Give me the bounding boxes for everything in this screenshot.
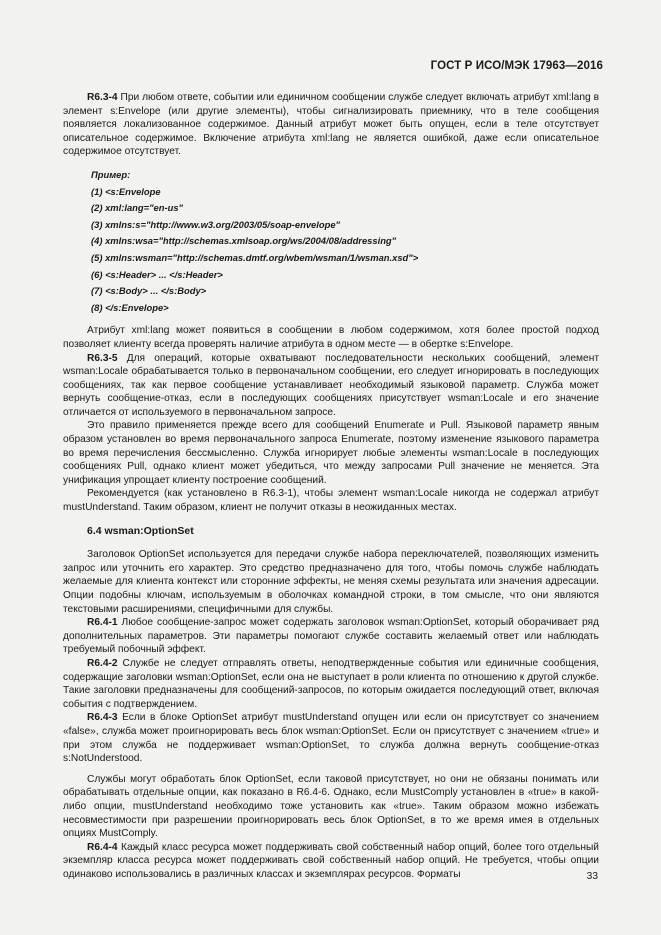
rule-id: R6.3-5	[87, 352, 118, 364]
rule-id: R6.4-3	[87, 712, 118, 724]
paragraph: Это правило применяется прежде всего для сообщений Enumerate и Pull. Языковой параметр явным образом установлен во время первоначального запроса Enumerate, поэтому изменение языкового параметра во время перечисления бессмысленно. Служба игнорирует любые элементы wsman:Locale в последующих сообщениях Pull, однако клиент может убедиться, что между запросами Pull значение не меняется. Эта унификация упрощает клиенту построение сообщений.	[63, 420, 599, 486]
example-line: (4) xmlns:wsa="http://schemas.xmlsoap.org/ws/2004/08/addressing"	[91, 235, 397, 247]
paragraph-r6-3-4	[63, 91, 599, 159]
page-number: 33	[586, 871, 598, 882]
example-line: (6) <s:Header> ... </s:Header>	[91, 268, 223, 280]
example-label: Пример:	[91, 168, 131, 180]
section-title: 6.4 wsman:OptionSet	[87, 524, 194, 537]
paragraph-text: Каждый класс ресурса может поддерживать свой собственный набор опций, более того отдельный экземпляр класса ресурса может поддерживать свой собственный набор опций. Не требуется, чтобы опции одинаково использовались в различных классах и экземплярах ресурсов. Форматы	[63, 841, 599, 880]
rule-id: R6.4-2	[87, 657, 118, 669]
document-header: ГОСТ Р ИСО/МЭК 17963—2016	[430, 60, 603, 72]
code-example	[63, 167, 599, 316]
paragraph: Заголовок OptionSet используется для передачи службе набора переключателей, позволяющих изменить запрос или уточнить его характер. Это средство предназначено для того, чтобы помочь службе наблюдать желаемые для клиента контекст или сторонние эффекты, не меняя схемы результата или значения адресации. Опции подобны ключам, используемым в оболочках командной строки, в том смысле, что они являются текстовыми расширениями, специфичными для службы.	[63, 549, 599, 615]
paragraph-r6-3-5	[63, 352, 599, 420]
paragraph-text: Для операций, которые охватывают последовательности нескольких сообщений, элемент wsman:Locale обрабатывается только в первоначальном сообщении, его следует игнорировать в последующих сообщениях, так как первое сообщение устанавливает необходимый языковой параметр. Служба может вернуть сообщение-отказ, если в последующих сообщениях присутствует wsman:Locale и его значение отличается от используемого в первоначальном запросе.	[63, 352, 599, 418]
example-line: (2) xml:lang="en-us"	[91, 202, 183, 214]
example-line: (3) xmlns:s="http://www.w3.org/2003/05/soap-envelope"	[91, 218, 340, 230]
paragraph-text: Любое сообщение-запрос может содержать заголовок wsman:OptionSet, который оборачивает ряд дополнительных параметров. Эти параметры помогают службе составить желаемый ответ или наблюдать требуемый побочный эффект.	[63, 617, 599, 656]
paragraph: Службы могут обработать блок OptionSet, если таковой присутствует, но они не обязаны понимать или обрабатывать отдельные опции, как показано в R6.4-6. Однако, если MustComply установлен в «true» в какой-либо опции, mustUnderstand необходимо тоже установить как «true». Таким образом можно избежать несовместимости при разрешении проигнорировать весь блок OptionSet, в то же время имея в отдельных опциях MustComply.	[63, 773, 599, 840]
paragraph-r6-4-3	[63, 711, 599, 765]
example-line: (7) <s:Body> ... </s:Body>	[91, 285, 207, 297]
example-line: (8) </s:Envelope>	[91, 301, 169, 313]
example-line: (5) xmlns:wsman="http://schemas.dmtf.org/wbem/wsman/1/wsman.xsd">	[91, 251, 419, 263]
rule-id: R6.3-4	[87, 92, 118, 103]
paragraph-text: Службе не следует отправлять ответы, неподтвержденные события или единичные сообщения, содержащие заголовки wsman:OptionSet, если она не выступает в роли клиента по отношению к другой службе. Такие заголовки предназначены для сообщений-запросов, по которым ожидается последующий ответ, включая события с подтверждением.	[63, 657, 599, 710]
paragraph-text: При любом ответе, событии или единичном сообщении службе следует включать атрибут xml:lang в элемент s:Envelope (или другие элементы), чтобы сигнализировать приемнику, что в теле сообщения появляется локализованное содержимое. Данный атрибут может быть опущен, если в теле отсутствует описательное содержимое. Включение атрибута xml:lang не является ошибкой, даже если описательное содержимое отсутствует.	[63, 92, 599, 158]
paragraph-text: Если в блоке OptionSet атрибут mustUnderstand опущен или если он присутствует со значением «false», служба может проигнорировать весь блок wsman:OptionSet. Если он присутствует с значением «true» и при этом служба не поддерживает wsman:OptionSet, то служба должна вернуть сообщение-отказ s:NotUnderstood.	[63, 712, 599, 765]
paragraph: Рекомендуется (как установлено в R6.3-1), чтобы элемент wsman:Locale никогда не содержал атрибут mustUnderstand. Таким образом, клиент не получит отказы в неожиданных местах.	[63, 488, 599, 514]
paragraph-r6-4-2	[63, 657, 599, 711]
paragraph-r6-4-4	[63, 841, 599, 882]
paragraph-r6-4-1	[63, 616, 599, 657]
rule-id: R6.4-4	[87, 841, 118, 853]
paragraph: Атрибут xml:lang может появиться в сообщении в любом содержимом, хотя более простой подход позволяет клиенту всегда проверять наличие атрибута в одном месте — в обертке s:Envelope.	[63, 325, 599, 350]
rule-id: R6.4-1	[87, 617, 118, 629]
example-line: (1) <s:Envelope	[91, 185, 161, 197]
page-content	[63, 91, 599, 881]
